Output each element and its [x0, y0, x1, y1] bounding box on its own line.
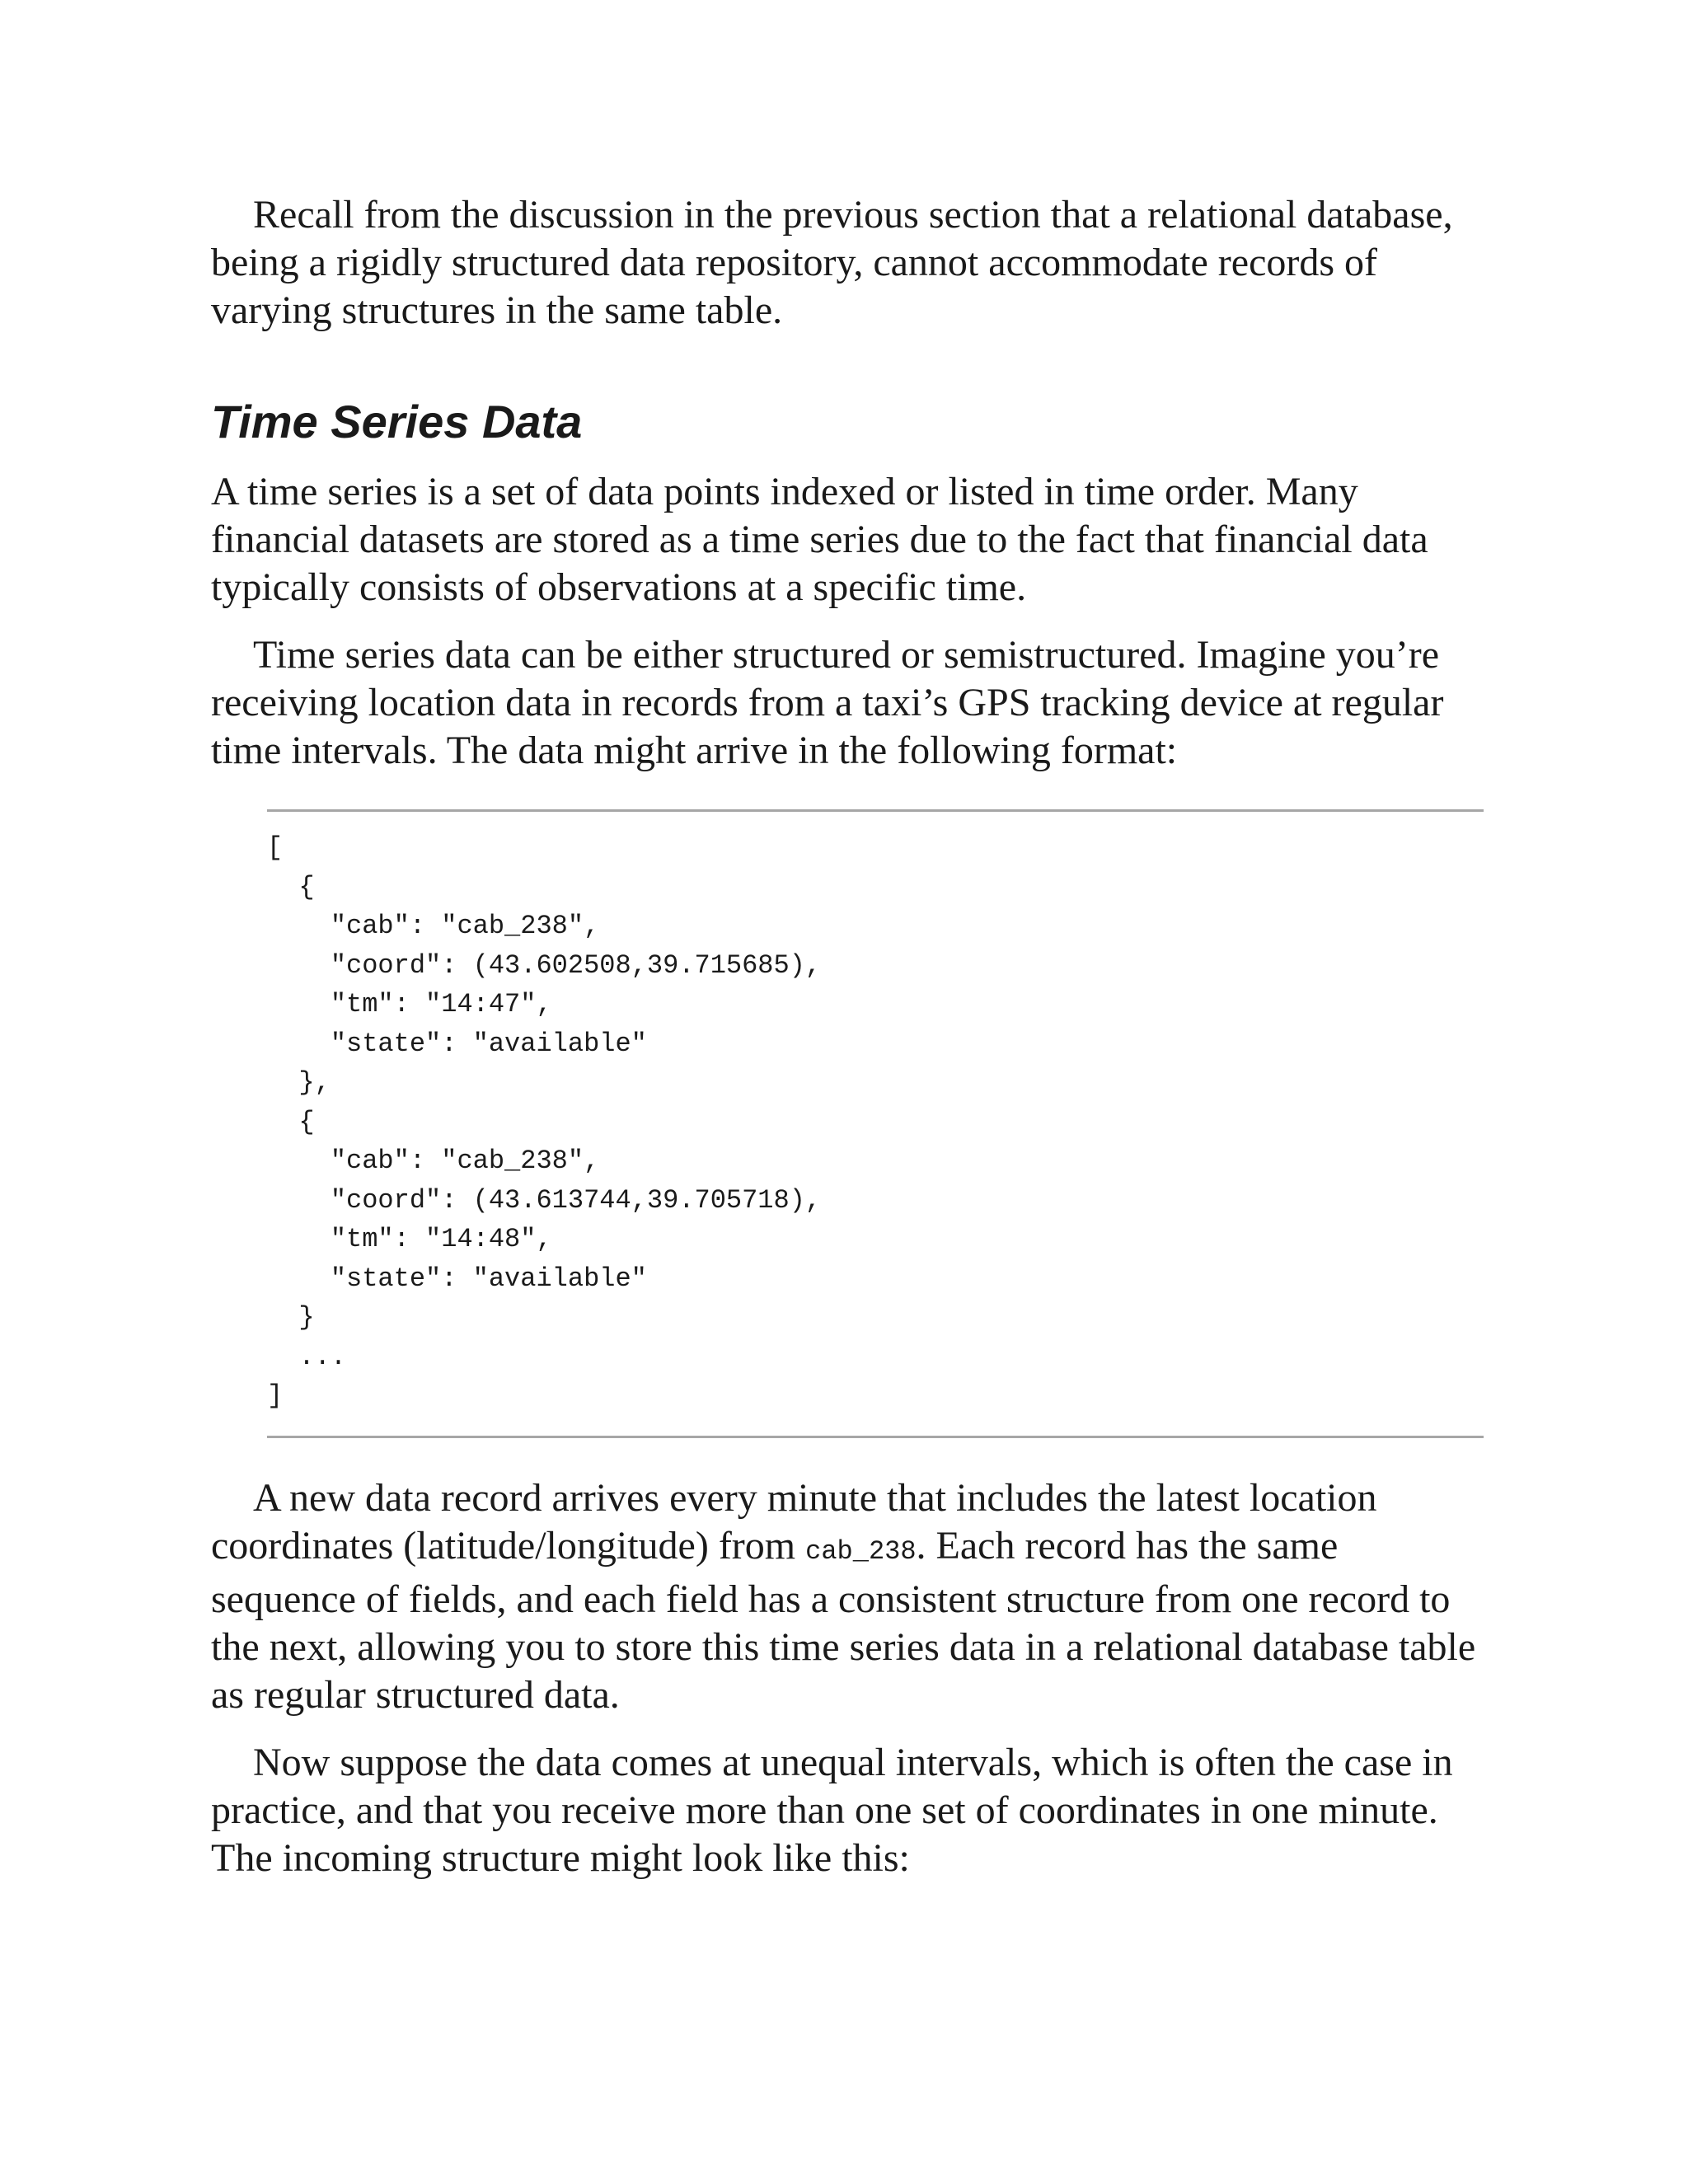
paragraph-structured-semistructured: Time series data can be either structured or semistructured. Imagine you’re receiving location data in records from a taxi’s GPS tracking device at regular time intervals. The data might arrive in the following format: [211, 633, 1444, 772]
code-line: { [267, 871, 315, 902]
code-line: "cab": "cab_238", [267, 911, 600, 941]
paragraph-text: A new data record arrives every minute that includes the latest location coordinates (latitude/longitude) from [211, 1475, 1377, 1568]
paragraph-text: . Each record has the same sequence of fields, and each field has a consistent structure from one record to the next, allowing you to store this time series data in a relational database table as regular structured data. [211, 1523, 1476, 1717]
code-line: } [267, 1302, 315, 1333]
code-line: "coord": (43.602508,39.715685), [267, 949, 822, 981]
code-line: "cab": "cab_238", [267, 1146, 600, 1176]
intro-paragraph: Recall from the discussion in the previous section that a relational database, being a rigidly structured data repository, cannot accommodate records of varying structures in the same table. [211, 193, 1453, 332]
document-page [211, 191, 1480, 1902]
code-line: }, [267, 1067, 331, 1098]
code-line: "state": "available" [267, 1263, 647, 1294]
inline-code-cab-id: cab_238 [805, 1535, 917, 1567]
code-block [267, 809, 1484, 1438]
code-line: ... [267, 1341, 347, 1372]
paragraph-new-record [211, 1474, 1480, 1719]
section-heading: Time Series Data [211, 396, 583, 448]
paragraph-unequal-intervals: Now suppose the data comes at unequal intervals, which is often the case in practice, and that you receive more than one set of coordinates in one minute. The incoming structure might look like this: [211, 1740, 1453, 1880]
code-line: [ [267, 832, 284, 863]
code-line: "tm": "14:48", [267, 1224, 552, 1254]
code-line: { [267, 1106, 315, 1137]
code-line: "coord": (43.613744,39.705718), [267, 1184, 822, 1216]
code-line: ] [267, 1380, 284, 1411]
paragraph-time-series-definition: A time series is a set of data points indexed or listed in time order. Many financial datasets are stored as a time series due to the fact that financial data typically consists of observations at a specific time. [211, 470, 1428, 609]
code-line: "tm": "14:47", [267, 989, 552, 1019]
code-line: "state": "available" [267, 1028, 647, 1059]
